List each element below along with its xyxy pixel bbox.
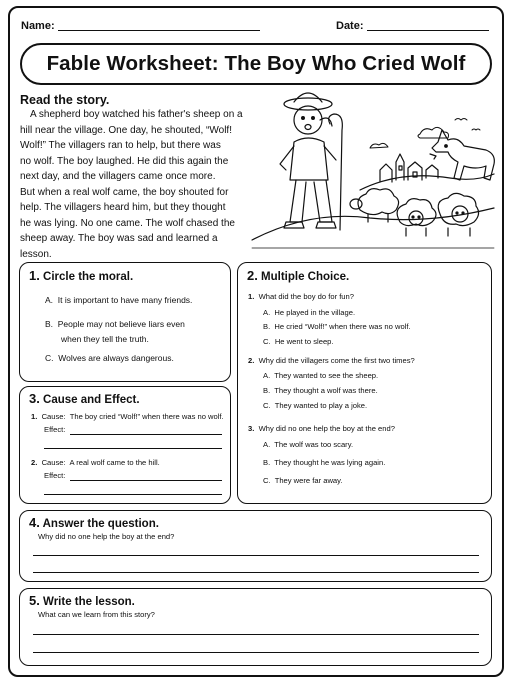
effect-answer-line[interactable] xyxy=(44,494,222,495)
question-prompt: What can we learn from this story? xyxy=(38,610,155,619)
section-title: Circle the moral. xyxy=(43,271,134,283)
effect-label: Effect: xyxy=(44,471,66,480)
village-icon xyxy=(380,154,438,182)
answer-line[interactable] xyxy=(33,652,479,653)
section-title: Cause and Effect. xyxy=(43,394,140,406)
moral-option-a[interactable]: A. It is important to have many friends. xyxy=(45,295,193,305)
date-field[interactable] xyxy=(367,30,489,31)
mc-option[interactable]: A. The wolf was too scary. xyxy=(263,440,354,449)
mc-option[interactable]: B. They thought he was lying again. xyxy=(263,458,386,467)
page-title: Fable Worksheet: The Boy Who Cried Wolf xyxy=(46,52,466,75)
mc-option[interactable]: B. They thought a wolf was there. xyxy=(263,386,378,395)
story-line: But when a real wolf came, the boy shouted for xyxy=(20,186,229,198)
moral-option-b-cont: when they tell the truth. xyxy=(61,334,149,344)
story-heading: Read the story. xyxy=(20,93,110,107)
effect-answer-line[interactable] xyxy=(44,448,222,449)
effect-answer-line[interactable] xyxy=(70,434,222,435)
story-illustration xyxy=(250,90,496,252)
story-line: he was lying. No one came. The wolf chased the xyxy=(20,217,235,229)
story-line: sheep away. The boy was sad and learned a lesson. xyxy=(20,233,218,260)
mc-option[interactable]: A. He played in the village. xyxy=(263,308,356,317)
mc-option[interactable]: A. They wanted to see the sheep. xyxy=(263,371,379,380)
sheep-icon xyxy=(350,189,479,236)
question-prompt: Why did no one help the boy at the end? xyxy=(38,532,175,541)
name-label: Name: xyxy=(21,20,55,32)
story-line: next day, and the villagers came once more. xyxy=(20,171,216,183)
story-line: A shepherd boy watched his father's sheep on a xyxy=(30,109,243,120)
section-number: 4. xyxy=(29,515,40,530)
section-title: Answer the question. xyxy=(42,518,159,530)
section-number: 5. xyxy=(29,593,40,608)
section-number: 3. xyxy=(29,391,40,406)
section-title: Write the lesson. xyxy=(43,596,135,608)
mc-question-2: 2. Why did the villagers come the first two times? xyxy=(248,356,415,365)
mc-question-3: 3. Why did no one help the boy at the end? xyxy=(248,424,395,433)
effect-label: Effect: xyxy=(44,425,66,434)
story-line: hill near the village. One day, he shouted, “Wolf! xyxy=(20,124,232,136)
wolf-icon xyxy=(430,130,494,180)
effect-answer-line[interactable] xyxy=(70,480,222,481)
title-banner xyxy=(20,43,492,85)
section-number: 1. xyxy=(29,268,40,283)
answer-line[interactable] xyxy=(33,634,479,635)
section-number: 2. xyxy=(247,268,258,283)
story-line: no wolf. The boy laughed. He did this again the xyxy=(20,155,229,167)
moral-option-b[interactable]: B. People may not believe liars even xyxy=(45,319,185,329)
date-label: Date: xyxy=(336,20,364,32)
moral-option-c[interactable]: C. Wolves are always dangerous. xyxy=(45,353,174,363)
mc-option[interactable]: C. They were far away. xyxy=(263,476,343,485)
cause-item-1: 1. Cause: The boy cried “Wolf!” when there was no wolf. xyxy=(31,412,224,421)
cause-item-2: 2. Cause: A real wolf came to the hill. xyxy=(31,458,160,467)
story-line: Wolf!” The villagers ran to help, but there was xyxy=(20,140,221,152)
answer-line[interactable] xyxy=(33,555,479,556)
story-line: help. The villagers heard him, but they thought xyxy=(20,202,226,214)
boy-shepherd-icon xyxy=(280,93,342,230)
mc-option[interactable]: C. They wanted to play a joke. xyxy=(263,401,368,410)
answer-line[interactable] xyxy=(33,572,479,573)
mc-option[interactable]: B. He cried “Wolf!” when there was no wolf. xyxy=(263,322,411,331)
mc-option[interactable]: C. He went to sleep. xyxy=(263,337,334,346)
mc-question-1: 1. What did the boy do for fun? xyxy=(248,292,354,301)
name-field[interactable] xyxy=(58,30,260,31)
story-text xyxy=(20,107,248,262)
section-title: Multiple Choice. xyxy=(261,271,350,283)
